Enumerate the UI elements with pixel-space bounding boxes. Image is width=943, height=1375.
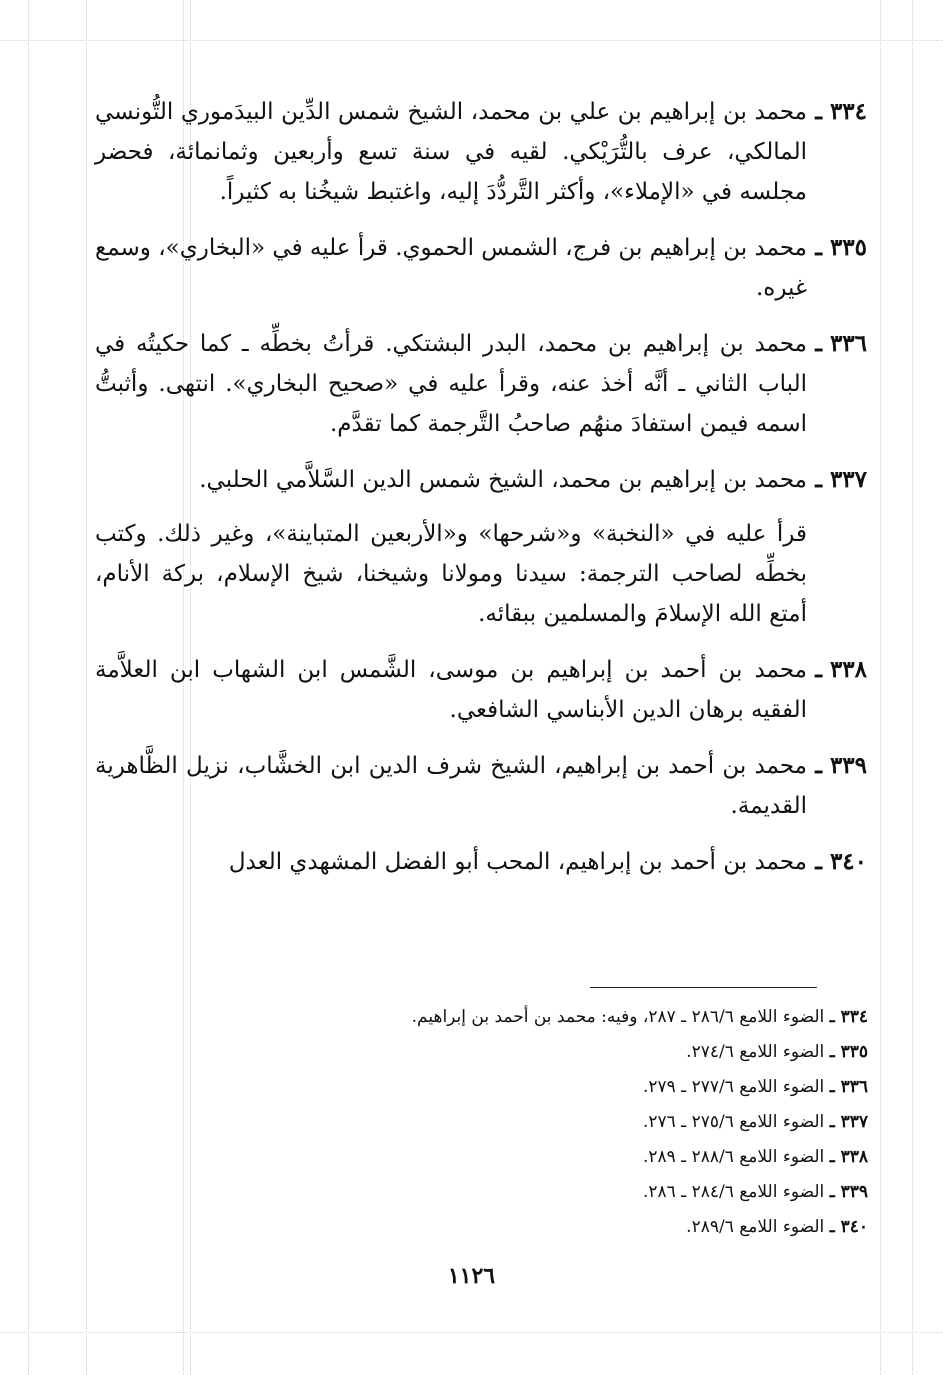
footnote-number: ٣٣٩ ـ xyxy=(829,1182,868,1202)
entry-text: محمد بن أحمد بن إبراهيم بن موسى، الشَّمس ابن الشهاب ابن العلاَّمة الفقيه برهان الدين الأبناسي الشافعي. xyxy=(95,657,807,723)
footnote xyxy=(230,1175,868,1210)
footnote-divider xyxy=(590,987,817,988)
entry-number: ٣٣٩ ـ xyxy=(815,752,867,779)
entry-340 xyxy=(95,842,867,882)
scan-guide-line xyxy=(0,1332,943,1333)
footnote-text: الضوء اللامع ٢٧٤/٦. xyxy=(686,1042,825,1062)
footnote xyxy=(230,1070,868,1105)
footnote-number: ٣٣٧ ـ xyxy=(829,1112,868,1132)
footnotes xyxy=(230,1000,868,1245)
scan-guide-line xyxy=(28,0,29,1375)
footnote xyxy=(230,1105,868,1140)
footnote xyxy=(230,1000,868,1035)
footnote-number: ٣٤٠ ـ xyxy=(829,1217,868,1237)
footnote xyxy=(230,1210,868,1245)
entry-number: ٣٣٥ ـ xyxy=(815,234,867,261)
scan-guide-line xyxy=(0,40,943,41)
footnote-number: ٣٣٦ ـ xyxy=(829,1077,868,1097)
footnote-number: ٣٣٤ ـ xyxy=(829,1007,868,1027)
page-number: ١١٢٦ xyxy=(447,1263,496,1289)
entry-337 xyxy=(95,460,867,634)
entry-339 xyxy=(95,746,867,826)
entry-text-continued: قرأ عليه في «النخبة» و«شرحها» و«الأربعين المتباينة»، وغير ذلك. وكتب بخطِّه لصاحب الترجمة: سيدنا ومولانا وشيخنا، شيخ الإسلام، بركة الأنام، أمتع الله الإسلامَ والمسلمين ببقائه. xyxy=(95,521,807,627)
footnote-text: الضوء اللامع ٢٧٧/٦ ـ ٢٧٩. xyxy=(642,1077,825,1097)
entry-text: محمد بن أحمد بن إبراهيم، المحب أبو الفضل المشهدي العدل xyxy=(228,849,807,875)
entry-336 xyxy=(95,324,867,444)
entry-number: ٣٤٠ ـ xyxy=(815,848,867,875)
entry-335 xyxy=(95,228,867,308)
footnote-text: الضوء اللامع ٢٨٩/٦. xyxy=(686,1217,825,1237)
main-text xyxy=(95,92,867,898)
footnote-text: الضوء اللامع ٢٨٦/٦ ـ ٢٨٧، وفيه: محمد بن أحمد بن إبراهيم. xyxy=(411,1007,825,1027)
entry-number: ٣٣٧ ـ xyxy=(815,466,867,493)
scan-guide-line xyxy=(880,0,881,1375)
footnote xyxy=(230,1140,868,1175)
entry-number: ٣٣٤ ـ xyxy=(815,98,867,125)
entry-338 xyxy=(95,650,867,730)
entry-334 xyxy=(95,92,867,212)
scan-guide-line xyxy=(912,0,913,1375)
entry-text: محمد بن إبراهيم بن فرج، الشمس الحموي. قرأ عليه في «البخاري»، وسمع غيره. xyxy=(95,235,807,301)
footnote-number: ٣٣٥ ـ xyxy=(829,1042,868,1062)
entry-text: محمد بن إبراهيم بن محمد، البدر البشتكي. قرأتُ بخطِّه ـ كما حكيتُه في الباب الثاني ـ أنَّه أخذ عنه، وقرأ عليه في «صحيح البخاري». انتهى. وأثبتُّ اسمه فيمن استفادَ منهُم صاحبُ التَّرجمة كما تقدَّم. xyxy=(95,331,807,437)
entry-text: محمد بن إبراهيم بن محمد، الشيخ شمس الدين السَّلاَّمي الحلبي. xyxy=(199,467,807,493)
entry-number: ٣٣٦ ـ xyxy=(815,330,867,357)
footnote-text: الضوء اللامع ٢٨٤/٦ ـ ٢٨٦. xyxy=(642,1182,825,1202)
entry-text: محمد بن أحمد بن إبراهيم، الشيخ شرف الدين ابن الخشَّاب، نزيل الظَّاهرية القديمة. xyxy=(95,753,807,819)
entry-text: محمد بن إبراهيم بن علي بن محمد، الشيخ شمس الدِّين البيدَموري التُّونسي المالكي، عرف بالتُّرَيْكي. لقيه في سنة تسع وأربعين وثمانمائة، فحضر مجلسه في «الإملاء»، وأكثر التَّردُّدَ إليه، واغتبط شيخُنا به كثيراً. xyxy=(95,99,807,205)
footnote-number: ٣٣٨ ـ xyxy=(829,1147,868,1167)
scan-guide-line xyxy=(86,0,87,1375)
footnote-text: الضوء اللامع ٢٨٨/٦ ـ ٢٨٩. xyxy=(642,1147,825,1167)
footnote-text: الضوء اللامع ٢٧٥/٦ ـ ٢٧٦. xyxy=(642,1112,825,1132)
footnote xyxy=(230,1035,868,1070)
entry-number: ٣٣٨ ـ xyxy=(815,656,867,683)
